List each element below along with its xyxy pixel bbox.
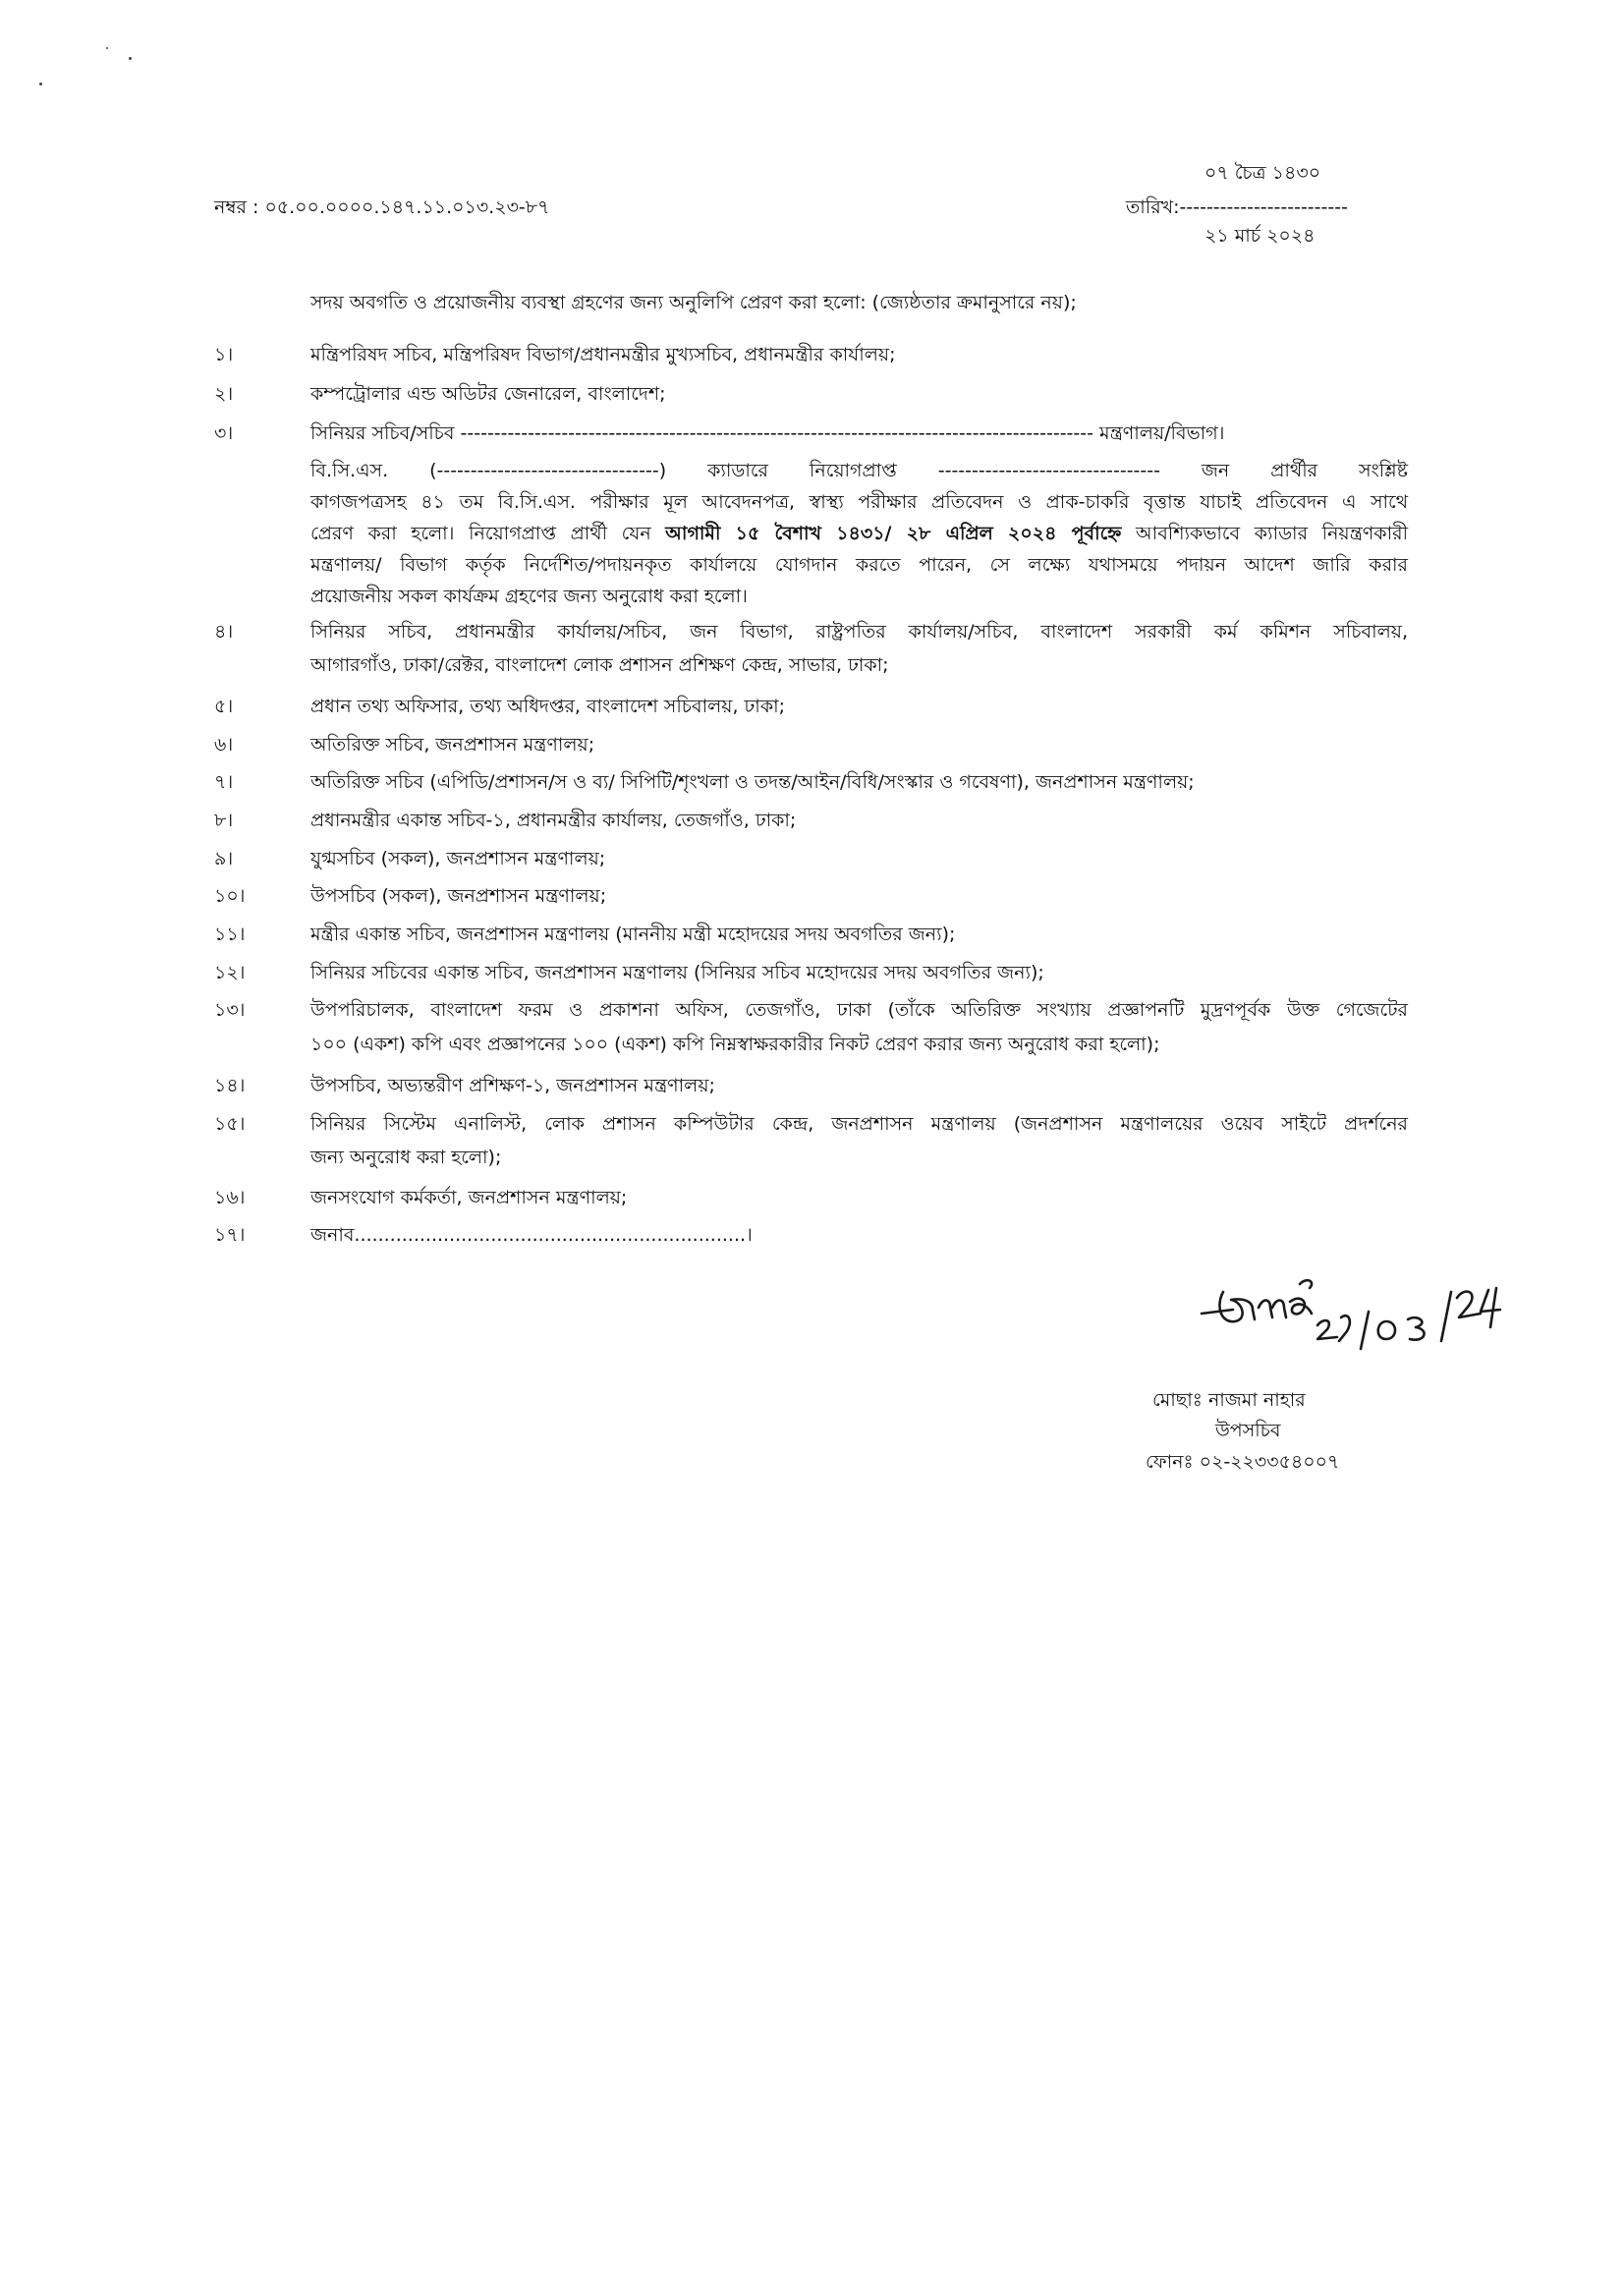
item-text: সিনিয়র সিস্টেম এনালিস্ট, লোক প্রশাসন কম্পিউটার কেন্দ্র, জনপ্রশাসন মন্ত্রণালয় (জনপ্রশাসন মন্ত্রণালয়ের ওয়েব সাইটে প্রদর্শনের — [310, 1113, 1408, 1135]
item-text: মন্ত্রিপরিষদ সচিব, মন্ত্রিপরিষদ বিভাগ/প্রধানমন্ত্রীর মুখ্যসচিব, প্রধানমন্ত্রীর কার্যালয়; — [310, 344, 896, 365]
item-number: ৭। — [214, 771, 234, 793]
date-label: তারিখ:------------------------- — [1126, 196, 1348, 218]
item-number: ১। — [214, 344, 234, 365]
item-text-continued: জন্য অনুরোধ করা হলো); — [310, 1147, 502, 1168]
signatory-name: মোছাঃ নাজমা নাহার — [1152, 1389, 1306, 1411]
item-text: প্রধানমন্ত্রীর একান্ত সচিব-১, প্রধানমন্ত্রীর কার্যালয়, তেজগাঁও, ঢাকা; — [310, 810, 797, 831]
item-number: ১০। — [214, 885, 246, 907]
item-number: ৬। — [214, 734, 234, 756]
item-number: ২। — [214, 383, 234, 405]
item-text: উপসচিব, অভ্যন্তরীণ প্রশিক্ষণ-১, জনপ্রশাসন মন্ত্রণালয়; — [310, 1075, 715, 1096]
item-number: ১৩। — [214, 999, 246, 1021]
date-bangla: ০৭ চৈত্র ১৪৩০ — [1204, 162, 1321, 184]
item-paragraph-line: মন্ত্রণালয়/ বিভাগ কর্তৃক নির্দেশিত/পদায়নকৃত কার্যালয়ে যোগদান করতে পারেন, সে লক্ষ্যে যথাসময়ে পদায়ন আদেশ জারি করার — [310, 554, 1408, 576]
item-text: প্রধান তথ্য অফিসার, তথ্য অধিদপ্তর, বাংলাদেশ সচিবালয়, ঢাকা; — [310, 696, 786, 717]
item-text: সিনিয়র সচিব, প্রধানমন্ত্রীর কার্যালয়/সচিব, জন বিভাগ, রাষ্ট্রপতির কার্যালয়/সচিব, বাংলাদেশ সরকারী কর্ম কমিশন সচিবালয়, — [310, 621, 1408, 643]
item-number: ৯। — [214, 848, 234, 869]
handwritten-signature — [1194, 1262, 1547, 1356]
item-text: সিনিয়র সচিবের একান্ত সচিব, জনপ্রশাসন মন্ত্রণালয় (সিনিয়র সচিব মহোদয়ের সদয় অবগতির জন্য); — [310, 962, 1044, 983]
item-text: যুগ্মসচিব (সকল), জনপ্রশাসন মন্ত্রণালয়; — [310, 848, 606, 869]
item-text: সিনিয়র সচিব/সচিব ---------------------------------------------------------------------------------------------- মন্ত্রণালয়/বিভাগ। — [310, 422, 1225, 444]
item-paragraph-line: বি.সি.এস. (---------------------------------) ক্যাডারে নিয়োগপ্রাপ্ত --------------------------------- জন প্রার্থীর সংশ্লিষ্ট — [310, 460, 1408, 481]
item-number: ১৪। — [214, 1075, 246, 1096]
item-paragraph-line: প্রয়োজনীয় সকল কার্যক্রম গ্রহণের জন্য অনুরোধ করা হলো। — [310, 586, 748, 607]
item-text: কম্পট্রোলার এন্ড অডিটর জেনারেল, বাংলাদেশ; — [310, 383, 666, 405]
scan-speck — [129, 57, 132, 60]
item-text: অতিরিক্ত সচিব, জনপ্রশাসন মন্ত্রণালয়; — [310, 734, 595, 756]
item-paragraph-line: প্রেরণ করা হলো। নিয়োগপ্রাপ্ত প্রার্থী যেন আগামী ১৫ বৈশাখ ১৪৩১/ ২৮ এপ্রিল ২০২৪ পূর্বাহ্নে আবশ্যিকভাবে ক্যাডার নিয়ন্ত্রণকারী — [310, 523, 1408, 544]
item-number: ১২। — [214, 962, 246, 983]
scan-speck — [39, 83, 42, 85]
signatory-designation: উপসচিব — [1215, 1420, 1281, 1441]
item-number: ১১। — [214, 924, 246, 945]
item-number: ১৬। — [214, 1187, 246, 1208]
joining-deadline: আগামী ১৫ বৈশাখ ১৪৩১/ ২৮ এপ্রিল ২০২৪ পূর্বাহ্নে — [665, 523, 1122, 544]
date-english: ২১ মার্চ ২০২৪ — [1204, 225, 1316, 247]
item-text: মন্ত্রীর একান্ত সচিব, জনপ্রশাসন মন্ত্রণালয় (মাননীয় মন্ত্রী মহোদয়ের সদয় অবগতির জন্য); — [310, 924, 956, 945]
item-number: ৫। — [214, 696, 234, 717]
item-number: ৩। — [214, 422, 234, 444]
item-paragraph-line: কাগজপত্রসহ ৪১ তম বি.সি.এস. পরীক্ষার মূল আবেদনপত্র, স্বাস্থ্য পরীক্ষার প্রতিবেদন ও প্রাক-চাকরি বৃত্তান্ত যাচাই প্রতিবেদন এ সাথে — [310, 491, 1408, 513]
item-text-continued: ১০০ (একশ) কপি এবং প্রজ্ঞাপনের ১০০ (একশ) কপি নিম্নস্বাক্ষরকারীর নিকট প্রেরণ করার জন্য অনুরোধ করা হলো); — [310, 1034, 1160, 1055]
item-number: ৮। — [214, 810, 234, 831]
item-text: উপসচিব (সকল), জনপ্রশাসন মন্ত্রণালয়; — [310, 885, 607, 907]
memo-number: নম্বর : ০৫.০০.০০০০.১৪৭.১১.০১৩.২৩-৮৭ — [214, 196, 550, 218]
item-number: ১৭। — [214, 1224, 246, 1246]
item-text: জনাব..................................................................। — [310, 1224, 753, 1246]
signatory-phone: ফোনঃ ০২-২২৩৩৫৪০০৭ — [1146, 1451, 1340, 1473]
item-text: উপপরিচালক, বাংলাদেশ ফরম ও প্রকাশনা অফিস, তেজগাঁও, ঢাকা (তাঁকে অতিরিক্ত সংখ্যায় প্রজ্ঞাপনটি মুদ্রণপূর্বক উক্ত গেজেটের — [310, 999, 1408, 1021]
item-text: জনসংযোগ কর্মকর্তা, জনপ্রশাসন মন্ত্রণালয়; — [310, 1187, 628, 1208]
distribution-intro: সদয় অবগতি ও প্রয়োজনীয় ব্যবস্থা গ্রহণের জন্য অনুলিপি প্রেরণ করা হলো: (জ্যেষ্ঠতার ক্রমানুসারে নয়); — [310, 292, 1077, 313]
item-number: ৪। — [214, 621, 234, 643]
scan-speck — [106, 47, 108, 49]
item-text: অতিরিক্ত সচিব (এপিডি/প্রশাসন/স ও ব্য/ সিপিটি/শৃংখলা ও তদন্ত/আইন/বিধি/সংস্কার ও গবেষণা), জনপ্রশাসন মন্ত্রণালয়; — [310, 771, 1195, 793]
item-text-continued: আগারগাঁও, ঢাকা/রেক্টর, বাংলাদেশ লোক প্রশাসন প্রশিক্ষণ কেন্দ্র, সাভার, ঢাকা; — [310, 654, 889, 676]
item-number: ১৫। — [214, 1113, 246, 1135]
